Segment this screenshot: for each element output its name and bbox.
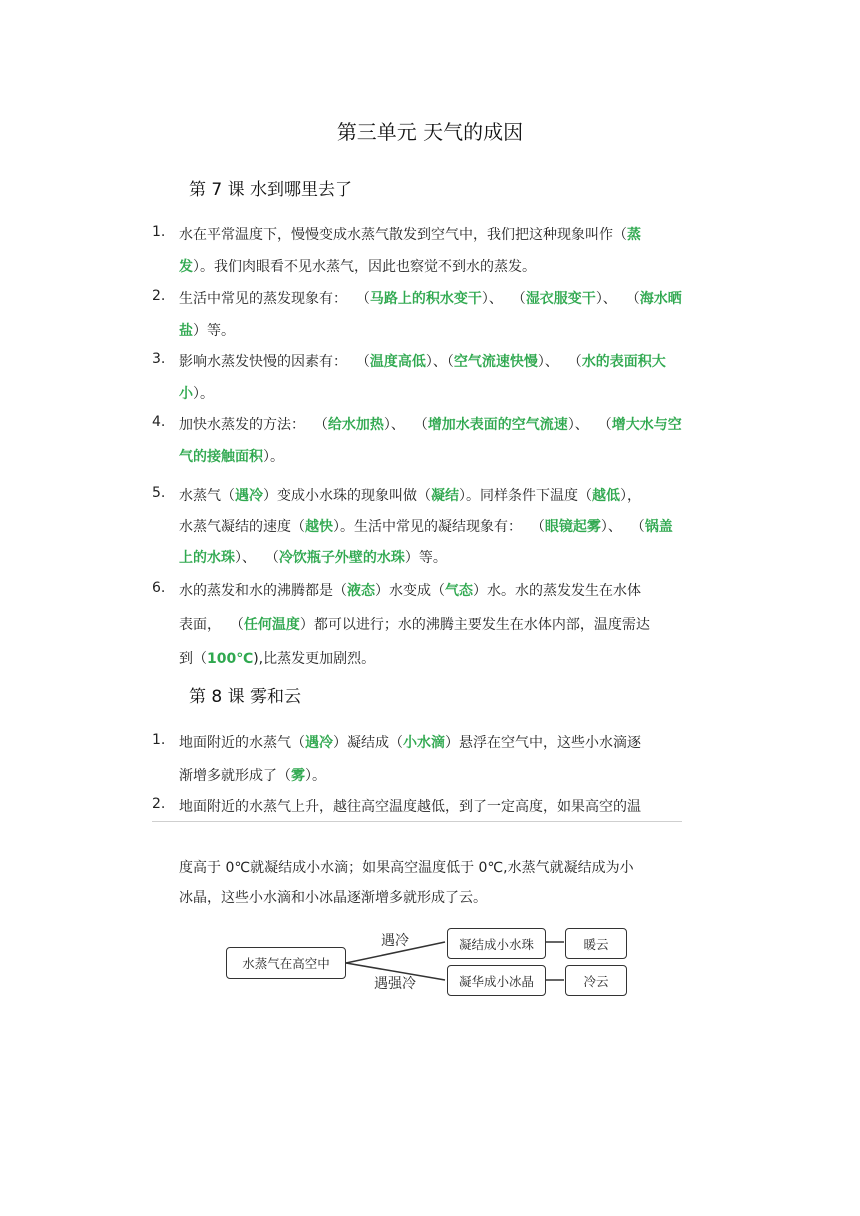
question-text: ），: [620, 488, 641, 504]
deposition-node: 凝华成小冰晶: [447, 965, 546, 996]
answer-text: 越快: [305, 519, 333, 535]
continuation-line-2: 冰晶，这些小水滴和小冰晶逐渐增多就形成了云。: [179, 890, 487, 906]
answer-text: 上的水珠: [179, 550, 235, 566]
item-number: 5.: [152, 485, 166, 501]
question-text: ）、（: [425, 354, 454, 370]
question-text: 水蒸气凝结的速度（: [179, 519, 305, 535]
item-line: [179, 256, 684, 276]
answer-text: 增加水表面的空气流速: [427, 417, 568, 433]
answer-text: 海水晒: [639, 291, 682, 307]
edge-label-top: 遇冷: [381, 933, 409, 949]
lesson-8-heading: 第 8 课 雾和云: [189, 687, 302, 707]
question-text: ),比蒸发更加剧烈。: [253, 651, 376, 667]
question-text: 表面， （: [179, 617, 244, 633]
question-text: ）。: [305, 768, 326, 784]
answer-text: 增大水与空: [611, 417, 682, 433]
lesson-7-heading: 第 7 课 水到哪里去了: [189, 180, 353, 200]
item-line: [179, 320, 684, 340]
item-number: 1.: [152, 732, 166, 748]
item-number: 3.: [152, 351, 166, 367]
answer-text: 100℃: [207, 651, 254, 667]
item-line: [179, 516, 684, 536]
item-line: [179, 414, 684, 434]
edge-label-bottom: 遇强冷: [374, 976, 416, 992]
continuation-line-1: 度高于 0℃就凝结成小水滴；如果高空温度低于 0℃,水蒸气就凝结成为小: [179, 860, 634, 876]
item-number: 2.: [152, 796, 166, 812]
question-text: ）水变成（: [375, 583, 445, 599]
answer-text: 锅盖: [644, 519, 673, 535]
question-text: ）、 （: [595, 291, 640, 307]
question-text: ）凝结成（: [333, 735, 403, 751]
question-text: ）等。: [404, 550, 447, 566]
answer-text: 给水加热: [327, 417, 384, 433]
cold-cloud-node: 冷云: [565, 965, 627, 996]
item-line: [179, 383, 684, 403]
question-text: 水的蒸发和水的沸腾都是（: [179, 583, 347, 599]
item-line: [179, 224, 684, 244]
answer-text: 遇冷: [305, 735, 333, 751]
question-text: ）。生活中常见的凝结现象有： （: [333, 519, 545, 535]
answer-text: 马路上的积水变干: [369, 291, 482, 307]
cloud-formation-diagram: [226, 926, 636, 1000]
question-text: 加快水蒸发的方法： （: [179, 417, 328, 433]
question-text: ）。: [263, 449, 284, 465]
question-text: 地面附近的水蒸气（: [179, 735, 305, 751]
question-text: ）。我们肉眼看不见水蒸气，因此也察觉不到水的蒸发。: [193, 259, 536, 275]
answer-text: 发: [179, 259, 193, 275]
question-text: ）、 （: [481, 291, 526, 307]
answer-text: 盐: [179, 323, 193, 339]
source-node: 水蒸气在高空中: [226, 947, 346, 979]
item-line: [179, 796, 684, 816]
answer-text: 蒸: [627, 227, 641, 243]
answer-text: 凝结: [431, 488, 459, 504]
warm-cloud-node: 暖云: [565, 928, 627, 959]
item-line: [179, 351, 684, 371]
item-line: [179, 580, 684, 600]
item-line: [179, 732, 684, 752]
question-text: 地面附近的水蒸气上升，越往高空温度越低，到了一定高度，如果高空的温: [179, 799, 641, 815]
question-text: ）、 （: [235, 550, 279, 566]
answer-text: 任何温度: [243, 617, 300, 633]
unit-title: 第三单元 天气的成因: [336, 120, 524, 144]
answer-text: 湿衣服变干: [525, 291, 596, 307]
answer-text: 气的接触面积: [179, 449, 263, 465]
question-text: ）等。: [193, 323, 235, 339]
answer-text: 水的表面积大: [581, 354, 666, 370]
item-number: 4.: [152, 414, 166, 430]
item-line: [179, 765, 684, 785]
question-text: ）、 （: [537, 354, 582, 370]
answer-text: 空气流速快慢: [453, 354, 538, 370]
item-line: [179, 547, 684, 567]
question-text: 渐增多就形成了（: [179, 768, 291, 784]
answer-text: 小水滴: [403, 735, 445, 751]
answer-text: 越低: [592, 488, 620, 504]
answer-text: 冷饮瓶子外壁的水珠: [278, 550, 405, 566]
question-text: ）悬浮在空气中，这些小水滴逐: [445, 735, 641, 751]
item-number: 6.: [152, 580, 166, 596]
question-text: ）变成小水珠的现象叫做（: [263, 488, 431, 504]
question-text: ）、 （: [600, 519, 645, 535]
question-text: 到（: [179, 651, 207, 667]
page-divider: [152, 821, 682, 822]
answer-text: 温度高低: [369, 354, 426, 370]
item-line: [179, 614, 684, 634]
item-number: 2.: [152, 288, 166, 304]
item-line: [179, 288, 684, 308]
answer-text: 气态: [445, 583, 473, 599]
question-text: 影响水蒸发快慢的因素有： （: [179, 354, 370, 370]
item-number: 1.: [152, 224, 166, 240]
question-text: 水蒸气（: [179, 488, 235, 504]
question-text: ）、 （: [567, 417, 612, 433]
question-text: ）水。水的蒸发发生在水体: [473, 583, 641, 599]
answer-text: 雾: [291, 768, 305, 784]
question-text: ）、 （: [383, 417, 428, 433]
answer-text: 液态: [347, 583, 375, 599]
item-line: [179, 446, 684, 466]
item-line: [179, 485, 684, 505]
question-text: 水在平常温度下，慢慢变成水蒸气散发到空气中，我们把这种现象叫作（: [179, 227, 627, 243]
answer-text: 遇冷: [235, 488, 263, 504]
question-text: 生活中常见的蒸发现象有： （: [179, 291, 370, 307]
condense-node: 凝结成小水珠: [447, 928, 546, 959]
item-line: [179, 648, 684, 668]
answer-text: 小: [179, 386, 193, 402]
question-text: ）。同样条件下温度（: [459, 488, 592, 504]
answer-text: 眼镜起雾: [544, 519, 601, 535]
question-text: ）。: [193, 386, 214, 402]
question-text: ）都可以进行；水的沸腾主要发生在水体内部，温度需达: [299, 617, 650, 633]
